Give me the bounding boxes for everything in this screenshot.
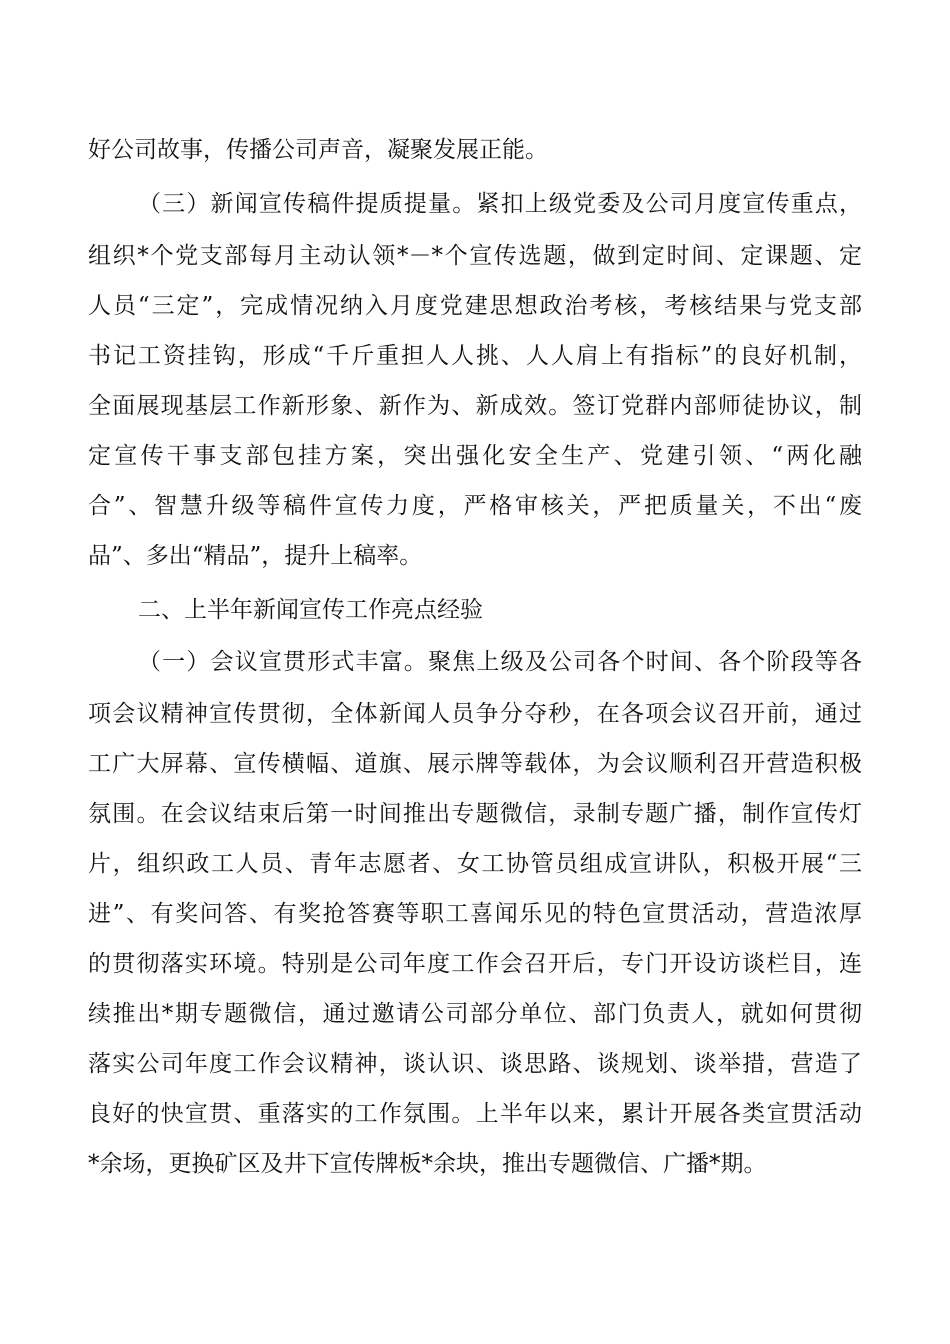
text-line: 品”、多出“精品”，提升上稿率。	[88, 543, 423, 569]
text-line: 进”、有奖问答、有奖抢答赛等职工喜闻乐见的特色宣贯活动，营造浓厚	[88, 901, 862, 927]
section-heading: 二、上半年新闻宣传工作亮点经验	[138, 597, 483, 623]
text-line: 全面展现基层工作新形象、新作为、新成效。签订党群内部师徒协议，制	[88, 393, 862, 419]
text-line: 良好的快宣贯、重落实的工作氛围。上半年以来，累计开展各类宣贯活动	[88, 1101, 862, 1127]
text-line: 人员“三定”，完成情况纳入月度党建思想政治考核，考核结果与党支部	[88, 293, 862, 319]
text-line: 组织*个党支部每月主动认领*－*个宣传选题，做到定时间、定课题、定	[88, 243, 862, 269]
text-line: 工广大屏幕、宣传横幅、道旗、展示牌等载体，为会议顺利召开营造积极	[88, 751, 862, 777]
text-line: 的贯彻落实环境。特别是公司年度工作会召开后，专门开设访谈栏目，连	[88, 951, 862, 977]
text-line: 定宣传干事支部包挂方案，突出强化安全生产、党建引领、“两化融	[88, 443, 862, 469]
text-line: 续推出*期专题微信，通过邀请公司部分单位、部门负责人，就如何贯彻	[88, 1001, 862, 1027]
text-line: 项会议精神宣传贯彻，全体新闻人员争分夺秒，在各项会议召开前，通过	[88, 701, 862, 727]
text-line: 落实公司年度工作会议精神，谈认识、谈思路、谈规划、谈举措，营造了	[88, 1051, 862, 1077]
text-line: 合”、智慧升级等稿件宣传力度，严格审核关，严把质量关，不出“废	[88, 493, 862, 519]
text-line: 片，组织政工人员、青年志愿者、女工协管员组成宣讲队，积极开展“三	[88, 851, 862, 877]
text-line: （三）新闻宣传稿件提质提量。紧扣上级党委及公司月度宣传重点，	[138, 191, 862, 217]
text-line: 书记工资挂钩，形成“千斤重担人人挑、人人肩上有指标”的良好机制，	[88, 343, 862, 369]
text-line: 好公司故事，传播公司声音，凝聚发展正能。	[88, 137, 548, 163]
text-line: *余场，更换矿区及井下宣传牌板*余块，推出专题微信、广播*期。	[88, 1151, 767, 1177]
text-line: 氛围。在会议结束后第一时间推出专题微信，录制专题广播，制作宣传灯	[88, 801, 862, 827]
text-line: （一）会议宣贯形式丰富。聚焦上级及公司各个时间、各个阶段等各	[138, 649, 862, 675]
